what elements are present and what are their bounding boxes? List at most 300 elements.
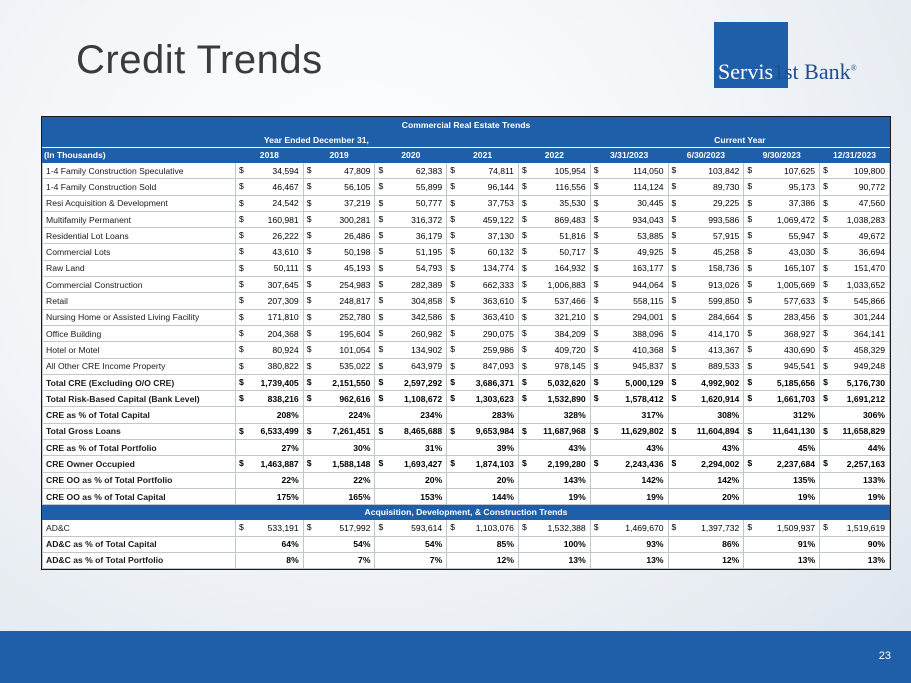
table-cell (744, 163, 820, 179)
table-cell (518, 325, 590, 341)
cell-value: 56,105 (344, 181, 371, 192)
currency-symbol: $ (378, 376, 384, 387)
table-cell (236, 309, 304, 325)
table-cell: 64% (236, 536, 304, 552)
table-cell (375, 374, 447, 390)
cell-value: 260,982 (411, 328, 443, 339)
table-row (43, 391, 890, 407)
cell-value: 195,604 (339, 328, 371, 339)
cell-value: 101,054 (339, 344, 371, 355)
table-row (43, 195, 890, 211)
currency-symbol: $ (671, 360, 677, 371)
currency-symbol: $ (823, 181, 828, 192)
cell-value: 26,222 (272, 230, 299, 241)
table-cell (303, 520, 375, 536)
table-cell (820, 293, 890, 309)
cell-value: 1,874,103 (475, 458, 514, 469)
cell-value: 1,691,212 (846, 393, 885, 404)
cell-value: 49,925 (637, 247, 664, 258)
cell-value: 49,672 (858, 230, 885, 241)
currency-symbol: $ (306, 279, 312, 290)
table-cell (668, 277, 744, 293)
row-label: Resi Acquisition & Development (43, 195, 236, 211)
table-cell (303, 244, 375, 260)
units-label: (In Thousands) (43, 148, 236, 163)
table-cell (668, 374, 744, 390)
table-cell (820, 374, 890, 390)
cell-value: 43,610 (272, 247, 299, 258)
table-cell (518, 244, 590, 260)
currency-symbol: $ (378, 344, 384, 355)
section-title-cre: Commercial Real Estate Trends (43, 118, 890, 133)
table-cell (375, 260, 447, 276)
table-cell (375, 293, 447, 309)
table-cell (590, 244, 668, 260)
table-cell: 144% (447, 488, 519, 504)
cell-value: 978,145 (554, 361, 586, 372)
table-cell: 19% (820, 488, 890, 504)
currency-symbol: $ (521, 522, 527, 533)
table-cell (236, 163, 304, 179)
table-cell: 7% (303, 552, 375, 568)
currency-symbol: $ (521, 165, 527, 175)
cell-value: 414,170 (708, 328, 740, 339)
table-cell (303, 309, 375, 325)
cell-value: 254,983 (339, 279, 371, 290)
row-label: Residential Lot Loans (43, 228, 236, 244)
cell-value: 294,001 (632, 312, 664, 323)
table-row (43, 472, 890, 488)
table-cell: 12% (668, 552, 744, 568)
row-label: CRE as % of Total Portfolio (43, 440, 236, 456)
cell-value: 1,509,937 (776, 522, 816, 533)
currency-symbol: $ (747, 344, 753, 355)
table-cell (447, 293, 519, 309)
cell-value: 949,248 (853, 361, 885, 372)
row-label: Retail (43, 293, 236, 309)
table-cell (447, 358, 519, 374)
cell-value: 37,219 (344, 198, 371, 209)
currency-symbol: $ (747, 327, 753, 338)
table-cell (668, 179, 744, 195)
currency-symbol: $ (823, 458, 828, 469)
cell-value: 300,281 (339, 214, 371, 225)
cell-value: 103,842 (708, 165, 740, 176)
table-cell (518, 391, 590, 407)
table-cell (303, 277, 375, 293)
cell-value: 8,465,688 (403, 426, 443, 437)
currency-symbol: $ (378, 295, 384, 306)
table-cell (303, 211, 375, 227)
table-cell (236, 374, 304, 390)
table-cell: 142% (668, 472, 744, 488)
cell-value: 11,604,894 (696, 426, 740, 437)
table-cell (590, 277, 668, 293)
table-cell (447, 423, 519, 439)
cell-value: 259,986 (482, 344, 514, 355)
currency-symbol: $ (823, 344, 828, 355)
table-cell: 283% (447, 407, 519, 423)
currency-symbol: $ (671, 458, 677, 469)
logo-registered-mark: ® (850, 63, 857, 73)
row-label: AD&C (43, 520, 236, 536)
column-header: 9/30/2023 (744, 148, 820, 163)
table-cell: 142% (590, 472, 668, 488)
cell-value: 95,173 (788, 181, 816, 192)
table-cell (590, 342, 668, 358)
currency-symbol: $ (747, 181, 753, 192)
cell-value: 57,915 (713, 230, 740, 241)
cell-value: 89,730 (713, 181, 740, 192)
currency-symbol: $ (521, 197, 527, 208)
table-cell (447, 163, 519, 179)
cell-value: 11,641,130 (772, 426, 816, 437)
currency-symbol: $ (823, 376, 828, 387)
cell-value: 5,176,730 (846, 377, 885, 388)
cell-value: 388,096 (632, 328, 664, 339)
table-row (43, 325, 890, 341)
cell-value: 962,616 (339, 393, 371, 404)
table-cell (447, 391, 519, 407)
table-cell: 234% (375, 407, 447, 423)
cell-value: 109,800 (853, 165, 885, 176)
table-cell (820, 211, 890, 227)
currency-symbol: $ (671, 327, 677, 338)
table-cell (375, 456, 447, 472)
table-cell (236, 244, 304, 260)
table-cell: 44% (820, 440, 890, 456)
currency-symbol: $ (593, 165, 599, 175)
table-cell (518, 211, 590, 227)
currency-symbol: $ (378, 181, 384, 192)
table-cell (375, 277, 447, 293)
currency-symbol: $ (593, 360, 599, 371)
cell-value: 30,445 (637, 198, 664, 209)
currency-symbol: $ (239, 295, 244, 306)
currency-symbol: $ (747, 522, 753, 533)
row-label: Commercial Construction (43, 277, 236, 293)
table-cell (236, 293, 304, 309)
table-cell (447, 342, 519, 358)
currency-symbol: $ (239, 376, 244, 387)
table-row (43, 407, 890, 423)
table-cell (236, 325, 304, 341)
table-cell (820, 325, 890, 341)
cell-value: 165,107 (784, 263, 816, 274)
table-cell (375, 391, 447, 407)
cell-value: 45,193 (344, 263, 371, 274)
table-cell (447, 228, 519, 244)
table-cell: 22% (303, 472, 375, 488)
table-cell (447, 309, 519, 325)
table-row (43, 456, 890, 472)
cell-value: 29,225 (713, 198, 740, 209)
table-cell (518, 520, 590, 536)
table-cell: 13% (820, 552, 890, 568)
table-cell (820, 520, 890, 536)
table-row (43, 520, 890, 536)
currency-symbol: $ (521, 393, 527, 404)
table-cell: 30% (303, 440, 375, 456)
currency-symbol: $ (593, 246, 599, 257)
cell-value: 163,177 (632, 263, 664, 274)
cell-value: 517,992 (339, 522, 371, 533)
table-cell (820, 358, 890, 374)
currency-symbol: $ (306, 360, 312, 371)
table-cell (303, 195, 375, 211)
table-cell (590, 391, 668, 407)
currency-symbol: $ (306, 344, 312, 355)
currency-symbol: $ (239, 522, 244, 533)
table-cell (744, 260, 820, 276)
cell-value: 533,191 (267, 522, 299, 533)
cell-value: 1,463,887 (260, 458, 299, 469)
cell-value: 1,069,472 (776, 214, 816, 225)
currency-symbol: $ (671, 344, 677, 355)
cell-value: 1,693,427 (403, 458, 443, 469)
currency-symbol: $ (521, 376, 527, 387)
cell-value: 62,383 (415, 165, 443, 176)
currency-symbol: $ (239, 181, 244, 192)
cell-value: 2,257,163 (846, 458, 885, 469)
table-cell (820, 309, 890, 325)
cell-value: 3,686,371 (475, 377, 514, 388)
table-cell (303, 163, 375, 179)
table-cell: 7% (375, 552, 447, 568)
cell-value: 1,038,283 (846, 214, 885, 225)
currency-symbol: $ (450, 165, 455, 175)
currency-symbol: $ (239, 165, 244, 175)
page-number: 23 (878, 650, 891, 662)
cell-value: 458,329 (853, 344, 885, 355)
currency-symbol: $ (593, 425, 599, 436)
cell-value: 6,533,499 (260, 426, 299, 437)
currency-symbol: $ (521, 458, 527, 469)
row-label: Commercial Lots (43, 244, 236, 260)
table-cell (668, 309, 744, 325)
table-cell (236, 179, 304, 195)
currency-symbol: $ (378, 393, 384, 404)
table-cell: 19% (590, 488, 668, 504)
cell-value: 158,736 (708, 263, 740, 274)
currency-symbol: $ (239, 425, 244, 436)
cell-value: 307,645 (267, 279, 299, 290)
table-row (43, 179, 890, 195)
currency-symbol: $ (450, 262, 455, 273)
table-cell (447, 325, 519, 341)
table-cell (447, 374, 519, 390)
table-cell (518, 163, 590, 179)
table-cell (518, 423, 590, 439)
currency-symbol: $ (823, 393, 828, 404)
table-cell: 45% (744, 440, 820, 456)
table-cell (744, 228, 820, 244)
page-title: Credit Trends (76, 38, 323, 82)
currency-symbol: $ (450, 246, 455, 257)
table-cell (303, 228, 375, 244)
currency-symbol: $ (378, 230, 384, 241)
currency-symbol: $ (306, 393, 312, 404)
currency-symbol: $ (378, 311, 384, 322)
currency-symbol: $ (747, 262, 753, 273)
cell-value: 5,000,129 (625, 377, 664, 388)
currency-symbol: $ (306, 376, 312, 387)
table-row (43, 440, 890, 456)
cell-value: 207,309 (267, 296, 299, 307)
table-cell (303, 260, 375, 276)
currency-symbol: $ (521, 327, 527, 338)
currency-symbol: $ (823, 165, 828, 175)
cell-value: 45,258 (713, 247, 740, 258)
column-header: 2020 (375, 148, 447, 163)
table-cell (518, 456, 590, 472)
table-cell: 175% (236, 488, 304, 504)
cell-value: 913,026 (708, 279, 740, 290)
currency-symbol: $ (671, 165, 677, 175)
cell-value: 51,816 (559, 230, 586, 241)
currency-symbol: $ (593, 295, 599, 306)
currency-symbol: $ (671, 311, 677, 322)
row-label: CRE as % of Total Capital (43, 407, 236, 423)
table-cell (447, 179, 519, 195)
cell-value: 545,866 (853, 296, 885, 307)
currency-symbol: $ (747, 425, 753, 436)
currency-symbol: $ (306, 197, 312, 208)
table-cell (303, 342, 375, 358)
table-cell: 20% (668, 488, 744, 504)
currency-symbol: $ (747, 165, 753, 175)
cell-value: 11,658,829 (842, 426, 885, 437)
table-cell (820, 244, 890, 260)
cell-value: 36,179 (415, 230, 443, 241)
currency-symbol: $ (239, 458, 244, 469)
currency-symbol: $ (378, 279, 384, 290)
table-cell (447, 211, 519, 227)
cell-value: 55,899 (415, 181, 443, 192)
table-row (43, 536, 890, 552)
currency-symbol: $ (747, 197, 753, 208)
cell-value: 5,032,620 (547, 377, 586, 388)
cell-value: 384,209 (554, 328, 586, 339)
table-cell (518, 228, 590, 244)
cell-value: 593,614 (411, 522, 443, 533)
cell-value: 50,777 (415, 198, 443, 209)
table-cell: 308% (668, 407, 744, 423)
currency-symbol: $ (239, 197, 244, 208)
table-cell (375, 179, 447, 195)
logo-part-bank: 1st Bank (773, 59, 851, 84)
cell-value: 37,130 (487, 230, 514, 241)
table-cell: 100% (518, 536, 590, 552)
cell-value: 54,793 (415, 263, 443, 274)
cell-value: 53,885 (637, 230, 664, 241)
cell-value: 1,739,405 (260, 377, 299, 388)
column-header: 2019 (303, 148, 375, 163)
cell-value: 316,372 (411, 214, 443, 225)
currency-symbol: $ (671, 425, 677, 436)
cell-value: 1,532,388 (547, 522, 586, 533)
currency-symbol: $ (378, 213, 384, 224)
table-cell (518, 260, 590, 276)
table-cell (668, 260, 744, 276)
cell-value: 301,244 (853, 312, 885, 323)
currency-symbol: $ (823, 230, 828, 241)
table-row (43, 211, 890, 227)
currency-symbol: $ (593, 458, 599, 469)
row-label: Hotel or Motel (43, 342, 236, 358)
cell-value: 363,610 (482, 296, 514, 307)
table-cell (668, 228, 744, 244)
currency-symbol: $ (671, 213, 677, 224)
cell-value: 11,687,968 (543, 426, 586, 437)
table-cell (820, 228, 890, 244)
currency-symbol: $ (593, 376, 599, 387)
currency-symbol: $ (521, 425, 527, 436)
cell-value: 662,333 (482, 279, 514, 290)
table-cell (303, 423, 375, 439)
table-cell (744, 456, 820, 472)
cell-value: 537,466 (554, 296, 586, 307)
table-cell (590, 293, 668, 309)
currency-symbol: $ (306, 181, 312, 192)
table-cell (590, 520, 668, 536)
cell-value: 46,467 (272, 181, 299, 192)
table-row (43, 260, 890, 276)
table-cell (236, 423, 304, 439)
row-label: All Other CRE Income Property (43, 358, 236, 374)
currency-symbol: $ (378, 165, 384, 175)
table-cell: 224% (303, 407, 375, 423)
cell-value: 558,115 (633, 296, 664, 307)
table-cell (668, 358, 744, 374)
cell-value: 1,103,076 (475, 522, 514, 533)
cell-value: 24,542 (272, 198, 299, 209)
table-cell (375, 228, 447, 244)
currency-symbol: $ (671, 197, 677, 208)
cell-value: 114,050 (633, 165, 664, 176)
table-cell (744, 244, 820, 260)
currency-symbol: $ (521, 181, 527, 192)
table-cell (590, 163, 668, 179)
cell-value: 944,064 (632, 279, 664, 290)
cell-value: 248,817 (339, 296, 371, 307)
currency-symbol: $ (521, 344, 527, 355)
table-cell (375, 195, 447, 211)
cell-value: 993,586 (708, 214, 740, 225)
cell-value: 36,694 (858, 247, 885, 258)
table-cell (744, 374, 820, 390)
currency-symbol: $ (306, 327, 312, 338)
currency-symbol: $ (593, 197, 599, 208)
cell-value: 430,690 (784, 344, 816, 355)
cell-value: 413,367 (708, 344, 740, 355)
currency-symbol: $ (521, 311, 527, 322)
table-cell (744, 358, 820, 374)
cell-value: 2,294,002 (701, 458, 740, 469)
currency-symbol: $ (450, 425, 455, 436)
currency-symbol: $ (593, 279, 599, 290)
currency-symbol: $ (671, 262, 677, 273)
currency-symbol: $ (450, 311, 455, 322)
cell-value: 1,469,670 (625, 522, 664, 533)
cell-value: 164,932 (554, 263, 586, 274)
table-cell: 8% (236, 552, 304, 568)
currency-symbol: $ (593, 393, 599, 404)
cell-value: 34,594 (272, 165, 299, 176)
cell-value: 171,810 (267, 312, 299, 323)
row-label: Raw Land (43, 260, 236, 276)
currency-symbol: $ (450, 181, 455, 192)
